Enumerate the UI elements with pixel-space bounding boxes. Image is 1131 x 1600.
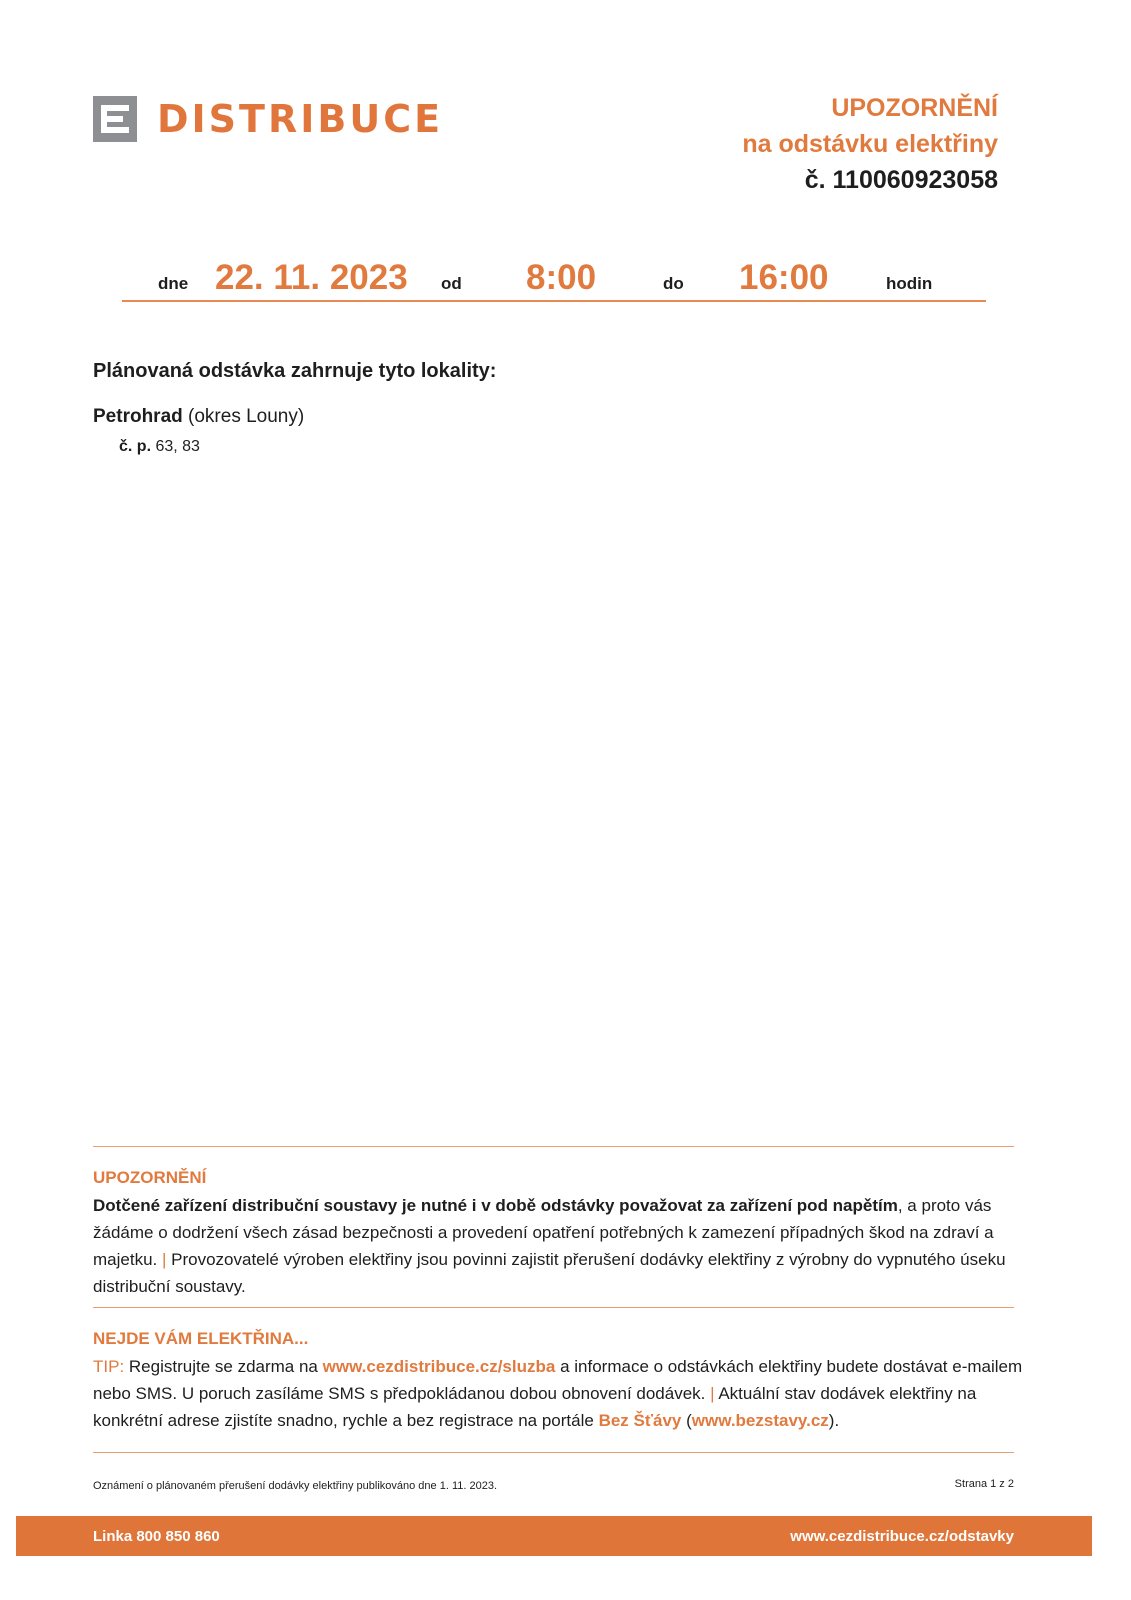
- warning-section: [93, 1168, 1023, 1300]
- tip-section: [93, 1329, 1023, 1434]
- outage-to-time: 16:00: [739, 258, 829, 297]
- notice-header: [742, 90, 998, 198]
- separator: |: [161, 1250, 167, 1269]
- paren-open: (: [686, 1411, 692, 1430]
- cez-logo-icon: [93, 96, 137, 142]
- to-label: do: [663, 274, 684, 293]
- warning-title: UPOZORNĚNÍ: [93, 1168, 207, 1187]
- tip-label: TIP:: [93, 1357, 125, 1376]
- divider: [93, 1307, 1014, 1308]
- page-number: Strana 1 z 2: [954, 1478, 1014, 1490]
- tip-text-part2: a informace o odstávkách elektřiny budete dostávat e-mailem nebo SMS. U poruch zasíláme SMS s předpokládanou dobou obnovení dodávek.: [93, 1357, 1023, 1403]
- tip-text: [93, 1353, 1023, 1434]
- location-place: Petrohrad: [93, 406, 183, 427]
- warning-text-part1: , a proto vás žádáme o dodržení všech zásad bezpečnosti a provedení opatření potřebných k zamezení případných škod na zdraví a majetku.: [93, 1196, 994, 1269]
- location-name: [93, 406, 304, 428]
- separator: |: [710, 1384, 715, 1403]
- notice-title: UPOZORNĚNÍ: [831, 94, 998, 122]
- schedule-underline: [122, 300, 986, 302]
- hours-label: hodin: [886, 274, 933, 293]
- hotline: Linka 800 850 860: [93, 1528, 220, 1545]
- paren-close: ).: [828, 1411, 840, 1430]
- house-number-label: č. p.: [119, 438, 152, 455]
- divider: [93, 1146, 1014, 1147]
- from-label: od: [441, 274, 462, 293]
- divider: [93, 1452, 1014, 1453]
- warning-text: [93, 1192, 1023, 1300]
- house-number-values: 63, 83: [155, 438, 200, 455]
- warning-text-part2: Provozovatelé výroben elektřiny jsou povinni zajistit přerušení dodávky elektřiny z výrobny do vypnutého úseku distribuční soustavy.: [93, 1250, 1006, 1296]
- location-district: (okres Louny): [188, 406, 305, 427]
- locations-heading: Plánovaná odstávka zahrnuje tyto lokality:: [93, 360, 497, 382]
- outage-from-time: 8:00: [526, 258, 597, 297]
- bezstavy-link[interactable]: www.bezstavy.cz: [691, 1411, 829, 1430]
- outage-date: 22. 11. 2023: [215, 258, 408, 297]
- warning-bold-text: Dotčené zařízení distribuční soustavy je nutné i v době odstávky považovat za zařízení pod napětím: [93, 1196, 898, 1215]
- outages-url[interactable]: www.cezdistribuce.cz/odstavky: [790, 1528, 1014, 1545]
- logo-text: DISTRIBUCE: [157, 97, 444, 141]
- footer-bar: [16, 1516, 1092, 1556]
- company-logo: [93, 95, 443, 143]
- tip-text-part3: Aktuální stav dodávek elektřiny na konkrétní adrese zjistíte snadno, rychle a bez registrace na portále: [93, 1384, 977, 1430]
- outage-schedule: [123, 252, 985, 300]
- registration-link[interactable]: www.cezdistribuce.cz/sluzba: [322, 1357, 556, 1376]
- notice-number: č. 110060923058: [804, 166, 998, 194]
- notice-subtitle: na odstávku elektřiny: [742, 130, 998, 158]
- publication-note: Oznámení o plánovaném přerušení dodávky elektřiny publikováno dne 1. 11. 2023.: [93, 1480, 497, 1492]
- tip-text-part1: Registrujte se zdarma na: [128, 1357, 318, 1376]
- portal-name: Bez Šťávy: [598, 1411, 682, 1430]
- day-label: dne: [158, 274, 189, 293]
- location-house-numbers: [119, 438, 200, 456]
- tip-title: NEJDE VÁM ELEKTŘINA...: [93, 1329, 309, 1348]
